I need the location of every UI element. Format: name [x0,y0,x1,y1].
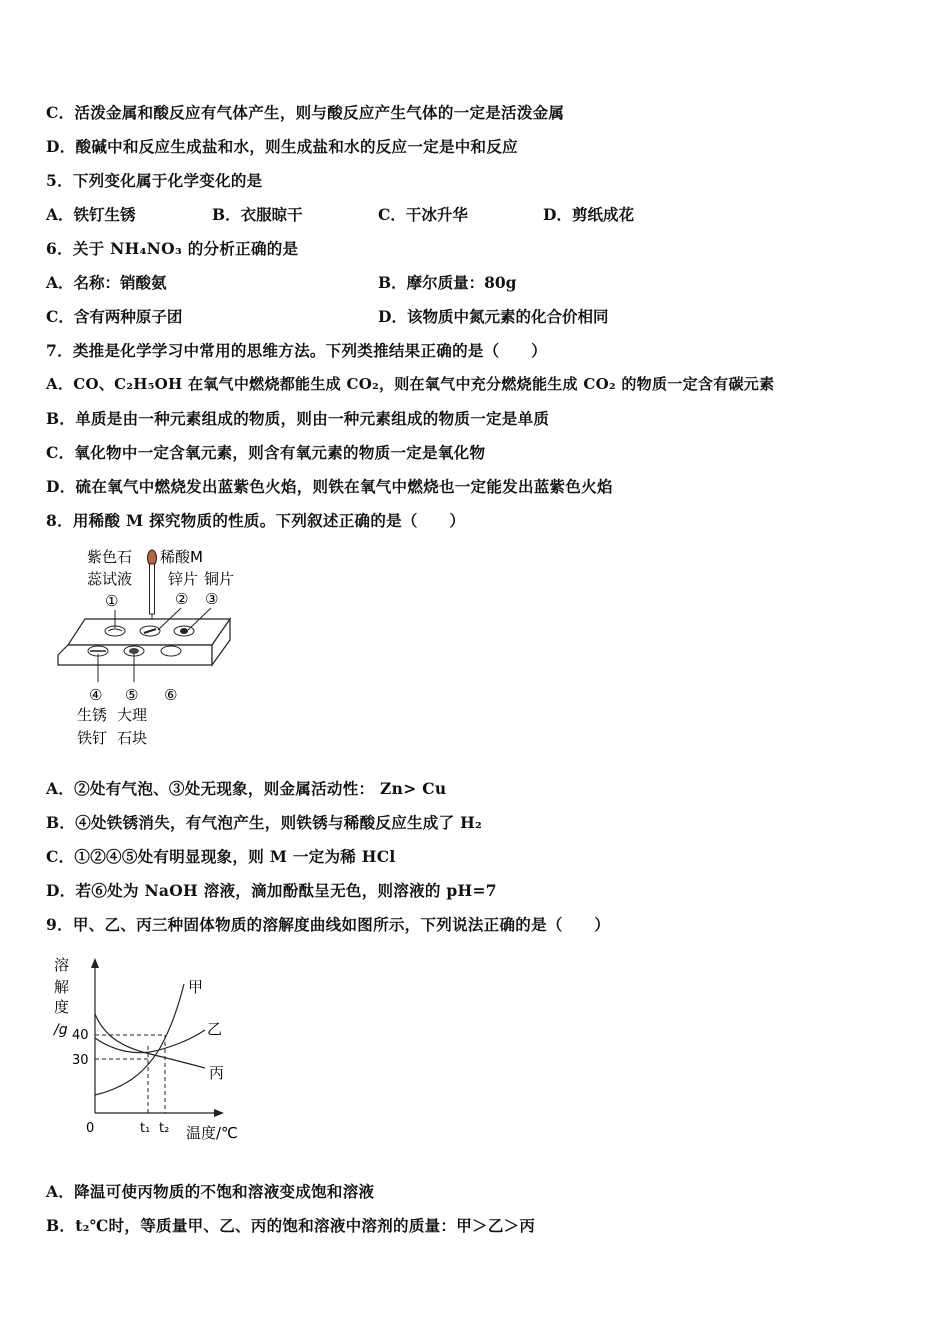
num-1: ① [105,592,119,610]
q7-option-d: D．硫在氧气中燃烧发出蓝紫色火焰，则铁在氧气中燃烧也一定能发出蓝紫色火焰 [46,477,613,496]
origin-label: 0 [86,1121,95,1136]
zinc-label: 锌片 [168,570,199,588]
q4-option-c: C．活泼金属和酸反应有气体产生，则与酸反应产生气体的一定是活泼金属 [46,103,565,122]
ylabel-1: 溶 [54,956,70,974]
curve-jia [95,984,184,1095]
q6-option-c: C．含有两种原子团 [46,307,183,326]
q6-option-b: B．摩尔质量：80g [378,273,517,292]
q8-option-b: B．④处铁锈消失，有气泡产生，则铁锈与稀酸反应生成了 H₂ [46,813,483,832]
dropper-icon [148,550,157,620]
curve-bing-label: 丙 [209,1064,225,1082]
q8-option-a: A．②处有气泡、③处无现象，则金属活动性： Zn> Cu [46,779,447,798]
spot-plate-figure [50,540,250,755]
copper-label: 铜片 [204,570,235,588]
num-3: ③ [205,590,219,608]
curve-bing [95,1014,205,1068]
ylabel-3: 度 [54,998,70,1016]
q6-option-a: A．名称：销酸氨 [46,273,167,292]
ylabel-2: 解 [54,978,70,996]
rust-label-2: 铁钉 [77,729,108,747]
q7-option-c: C．氧化物中一定含氧元素，则含有氧元素的物质一定是氧化物 [46,443,486,462]
x-axis-label: 温度/℃ [186,1124,238,1142]
q8-option-c: C．①②④⑤处有明显现象，则 M 一定为稀 HCl [46,847,396,866]
acid-label: 稀酸M [160,548,203,566]
num-6: ⑥ [164,686,178,704]
curve-yi-label: 乙 [207,1020,223,1038]
q5-option-b: B．衣服晾干 [212,205,303,224]
litmus-label-1: 紫色石 [87,548,133,566]
q9-option-b: B．t₂℃时，等质量甲、乙、丙的饱和溶液中溶剂的质量：甲＞乙＞丙 [46,1216,536,1235]
q8-option-d: D．若⑥处为 NaOH 溶液，滴加酚酞呈无色，则溶液的 pH=7 [46,881,497,900]
question-8: 8．用稀酸 M 探究物质的性质。下列叙述正确的是（ ） [46,511,466,530]
question-5: 5．下列变化属于化学变化的是 [46,171,263,190]
num-2: ② [175,590,189,608]
q6-option-d: D．该物质中氮元素的化合价相同 [378,307,609,326]
num-5: ⑤ [125,686,139,704]
num-4: ④ [89,686,103,704]
q7-option-b: B．单质是由一种元素组成的物质，则由一种元素组成的物质一定是单质 [46,409,550,428]
ylabel-4: /g [54,1022,68,1038]
litmus-label-2: 蕊试液 [87,570,133,588]
tick-t1: t₁ [140,1121,151,1136]
solubility-chart [50,948,250,1148]
q5-option-c: C．干冰升华 [378,205,468,224]
tick-40: 40 [72,1028,89,1043]
curve-yi [95,1030,205,1053]
rust-label-1: 生锈 [77,706,108,724]
tick-t2: t₂ [159,1121,170,1136]
q9-option-a: A．降温可使丙物质的不饱和溶液变成饱和溶液 [46,1182,375,1201]
q7-option-a: A．CO、C₂H₅OH 在氧气中燃烧都能生成 CO₂，则在氧气中充分燃烧能生成 CO₂ 的物质一定含有碳元素 [46,375,775,393]
marble-label-1: 大理 [117,706,148,724]
x-axis-arrow [214,1109,224,1117]
curve-jia-label: 甲 [188,978,204,996]
question-6: 6．关于 NH₄NO₃ 的分析正确的是 [46,239,299,258]
q4-option-d: D．酸碱中和反应生成盐和水，则生成盐和水的反应一定是中和反应 [46,137,518,156]
y-axis-arrow [91,958,99,968]
well-6 [161,646,181,656]
q5-option-d: D．剪纸成花 [543,205,634,224]
tick-30: 30 [72,1053,89,1068]
question-7: 7．类推是化学学习中常用的思维方法。下列类推结果正确的是（ ） [46,341,547,360]
q5-option-a: A．铁钉生锈 [46,205,136,224]
question-9: 9．甲、乙、丙三种固体物质的溶解度曲线如图所示，下列说法正确的是（ ） [46,915,611,934]
marble-label-2: 石块 [117,729,148,747]
